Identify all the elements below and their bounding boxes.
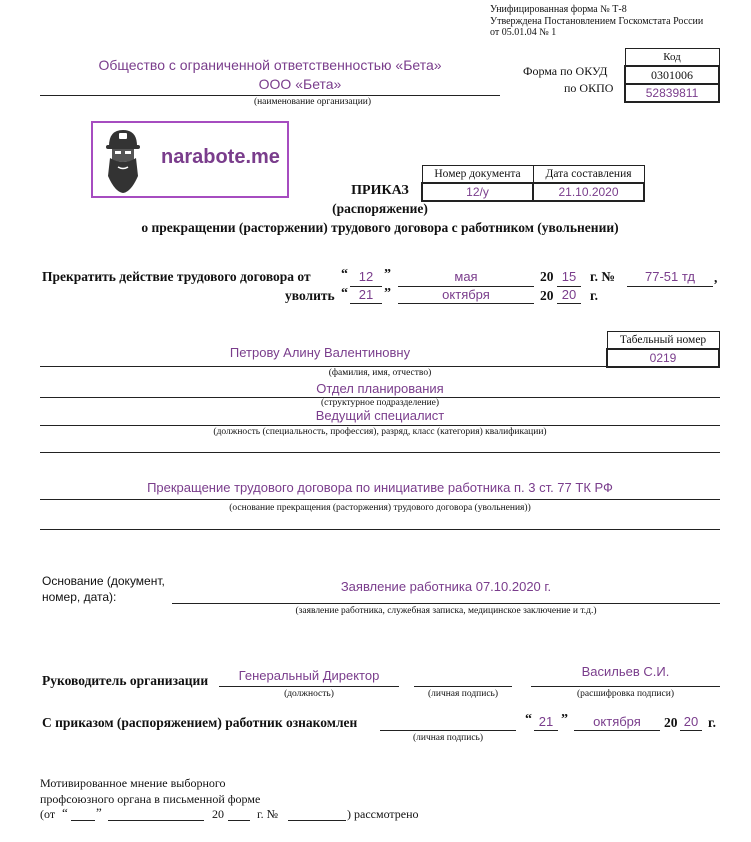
acquainted-year: 20 (683, 714, 699, 729)
grounds-extra-line (40, 529, 720, 530)
terminate-number-line (627, 286, 713, 287)
terminate-quote-close: ” (384, 267, 391, 282)
union-text (40, 775, 260, 807)
tab-number-header: Табельный номер (607, 332, 719, 350)
dismiss-month-line (398, 303, 534, 304)
title-desc: о прекращении (расторжении) трудового договора с работником (увольнении) (141, 220, 619, 235)
watermark-logo (91, 121, 289, 198)
acquainted-year-line (680, 730, 702, 731)
union-g-no: г. № (257, 807, 279, 821)
acquainted-quote-close: ” (561, 712, 568, 727)
head-name-line (531, 686, 720, 687)
org-line (40, 95, 500, 96)
doc-number-value: 12/у (422, 183, 533, 201)
employee-name: Петрову Алину Валентиновну (229, 345, 411, 360)
terminate-g-no: г. № (590, 269, 615, 284)
dismiss-g: г. (590, 288, 598, 303)
codes-header: Код (625, 49, 719, 67)
dismiss-day: 21 (358, 287, 374, 302)
form-header-line1: Унифицированная форма № Т-8 (490, 4, 627, 15)
terminate-month: мая (454, 269, 478, 284)
org-name-full: Общество с ограниченной ответственностью «Бета» (98, 57, 442, 73)
acquainted-quote-open: “ (525, 712, 532, 727)
form-header-line3: от 05.01.04 № 1 (490, 27, 557, 38)
basis-line (172, 603, 720, 604)
position-line (40, 425, 720, 426)
head-position-caption: (должность) (284, 689, 334, 699)
head-signature-caption: (личная подпись) (427, 689, 499, 699)
acquainted-day-line (534, 730, 558, 731)
acquainted-day: 21 (538, 714, 554, 729)
head-label: Руководитель организации (42, 673, 209, 688)
employee-name-line (40, 366, 720, 367)
acquainted-signature-line (380, 730, 516, 731)
basis-label (42, 573, 165, 605)
grounds-caption: (основание прекращения (расторжения) трудового договора (увольнения)) (229, 503, 531, 513)
head-name-caption: (расшифровка подписи) (577, 689, 674, 699)
terminate-number: 77-51 тд (645, 269, 695, 284)
head-signature-line (414, 686, 512, 687)
acquainted-year-prefix: 20 (664, 715, 678, 730)
okpo-value: 52839811 (625, 84, 719, 102)
employee-name-caption: (фамилия, имя, отчество) (328, 368, 432, 378)
watermark-text: narabote.me (161, 146, 280, 168)
acquainted-signature-caption: (личная подпись) (412, 733, 484, 743)
grounds-value: Прекращение трудового договора по инициативе работника п. 3 ст. 77 ТК РФ (147, 480, 613, 495)
tab-number-value: 0219 (607, 349, 719, 367)
bearded-miner-icon (101, 126, 145, 194)
okpo-label: по ОКПО (564, 81, 614, 95)
employee-department: Отдел планирования (316, 381, 444, 396)
acquainted-label: С приказом (распоряжением) работник ознакомлен (42, 715, 358, 730)
union-quote-close: ” (96, 805, 102, 820)
terminate-comma: , (714, 270, 718, 285)
terminate-label: Прекратить действие трудового договора от (42, 269, 311, 284)
grounds-line (40, 499, 720, 500)
acquainted-g: г. (708, 715, 716, 730)
acquainted-month-line (574, 730, 660, 731)
dismiss-quote-close: ” (384, 286, 391, 301)
okud-label: Форма по ОКУД (523, 64, 608, 78)
doc-date-header: Дата составления (533, 166, 644, 184)
union-line1: Мотивированное мнение выборного (40, 776, 226, 790)
acquainted-month: октября (593, 714, 641, 729)
form-header (490, 4, 703, 39)
terminate-year-prefix: 20 (540, 269, 554, 284)
okud-value: 0301006 (625, 66, 719, 84)
union-month-line (108, 820, 204, 821)
tab-number-table (606, 331, 720, 368)
union-year-prefix: 20 (212, 807, 224, 821)
head-position-line (219, 686, 399, 687)
union-line2: профсоюзного органа в письменной форме (40, 792, 261, 806)
dismiss-year-prefix: 20 (540, 288, 554, 303)
terminate-day: 12 (358, 269, 374, 284)
dismiss-year: 20 (561, 287, 577, 302)
union-ot: (от (40, 807, 56, 821)
head-position: Генеральный Директор (238, 668, 380, 683)
basis-label-line1: Основание (документ, (42, 574, 165, 588)
position-caption: (должность (специальность, профессия), разряд, класс (категория) квалификации) (213, 427, 547, 437)
terminate-quote-open: “ (341, 267, 348, 282)
basis-value: Заявление работника 07.10.2020 г. (340, 579, 552, 594)
dismiss-month: октября (442, 287, 490, 302)
basis-caption: (заявление работника, служебная записка, медицинское заключение и т.д.) (295, 606, 597, 616)
basis-label-line2: номер, дата): (42, 590, 117, 604)
position-extra-line (40, 452, 720, 453)
union-day-line (71, 820, 95, 821)
doc-date-value: 21.10.2020 (533, 183, 644, 201)
org-caption: (наименование организации) (253, 97, 372, 107)
form-header-line2: Утверждена Постановлением Госкомстата России (490, 15, 704, 27)
employee-position: Ведущий специалист (315, 408, 445, 423)
terminate-year: 15 (561, 269, 577, 284)
dismiss-label: уволить (285, 288, 335, 303)
union-year-line (228, 820, 250, 821)
title-main: ПРИКАЗ (351, 183, 409, 198)
union-number-line (288, 820, 346, 821)
dismiss-day-line (350, 303, 382, 304)
union-end: ) рассмотрено (347, 807, 419, 821)
department-caption: (структурное подразделение) (320, 398, 440, 408)
codes-table (624, 48, 720, 103)
dismiss-year-line (557, 303, 581, 304)
title-sub: (распоряжение) (332, 201, 428, 216)
union-quote-open: “ (62, 805, 68, 820)
head-name: Васильев С.И. (581, 664, 670, 679)
org-name-short: ООО «Бета» (258, 76, 342, 92)
dismiss-quote-open: “ (341, 286, 348, 301)
doc-number-header: Номер документа (422, 166, 533, 184)
